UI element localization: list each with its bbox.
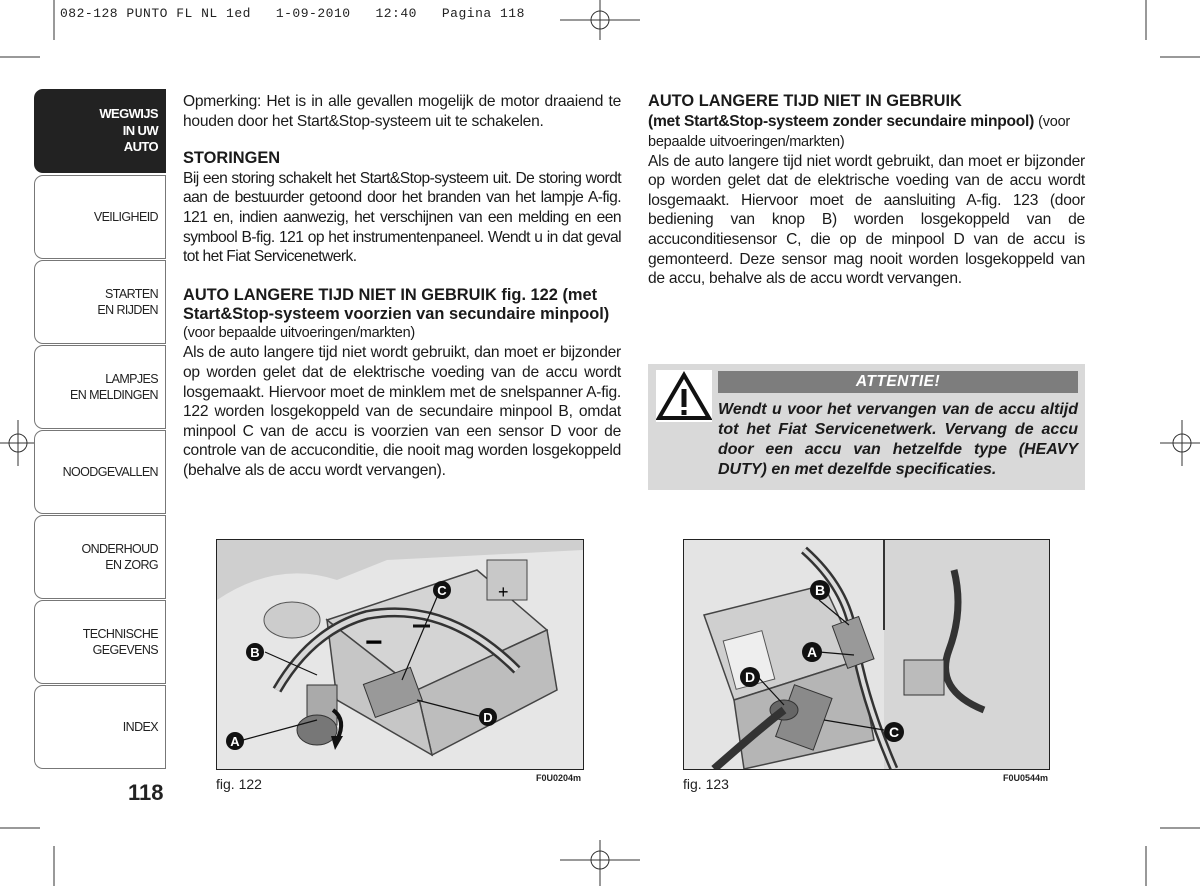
right-subheading-bold: (met Start&Stop-systeem zonder secundaire minpool) xyxy=(648,112,1035,130)
registration-mark-top xyxy=(560,0,640,40)
battery-sensor-illustration xyxy=(684,540,1049,769)
tab-noodgevallen[interactable] xyxy=(34,430,166,514)
label-b xyxy=(810,580,830,600)
tab-onderhoud[interactable] xyxy=(34,515,166,599)
tab-label: LAMPJES EN MELDINGEN xyxy=(70,371,158,402)
label-d xyxy=(479,708,497,726)
svg-text:B: B xyxy=(250,645,260,660)
svg-text:D: D xyxy=(744,669,756,685)
storingen-paragraph: Bij een storing schakelt het Start&Stop-systeem uit. De storing wordt aan de bestuurder getoond door het branden van het lampje A-fig. 121 en, indien aanwezig, het verschijnen van een melding en een symbool B-fig. 121 op het instrumentenpaneel. Wendt u in dat geval tot het Fiat Servicenetwerk. xyxy=(183,169,621,266)
right-subheading xyxy=(648,112,1085,152)
battery-terminal-illustration xyxy=(217,540,583,769)
figure-123-code: F0U0544m xyxy=(1003,773,1049,783)
tab-label: WEGWIJS IN UW AUTO xyxy=(99,105,158,155)
svg-text:A: A xyxy=(806,644,818,660)
section-subheading: (voor bepaalde uitvoeringen/markten) xyxy=(183,324,415,341)
minus-sign: − xyxy=(365,626,383,659)
tab-veiligheid[interactable] xyxy=(34,175,166,259)
tab-label: ONDERHOUD EN ZORG xyxy=(81,541,158,572)
tab-technische[interactable] xyxy=(34,600,166,684)
section-heading: AUTO LANGERE TIJD NIET IN GEBRUIK fig. 122 (met Start&Stop-systeem voorzien van secundaire minpool) xyxy=(183,285,610,323)
figure-122 xyxy=(216,539,584,770)
page-number: 118 xyxy=(128,780,164,805)
svg-text:C: C xyxy=(888,724,900,740)
tab-label: TECHNISCHE GEGEVENS xyxy=(82,626,158,657)
label-a xyxy=(226,732,244,750)
svg-text:D: D xyxy=(483,710,493,725)
figure-122-code: F0U0204m xyxy=(536,773,582,783)
label-c xyxy=(884,722,904,742)
label-c xyxy=(433,581,451,599)
svg-text:A: A xyxy=(230,734,240,749)
attention-label: ATTENTIE! xyxy=(718,371,1078,393)
label-a xyxy=(802,642,822,662)
svg-text:C: C xyxy=(437,583,447,598)
figure-122-caption: fig. 122 xyxy=(216,776,262,792)
tab-starten[interactable] xyxy=(34,260,166,344)
label-b xyxy=(246,643,264,661)
right-paragraph: Als de auto langere tijd niet wordt gebruikt, dan moet er bijzonder op worden gelet dat de elektrische voeding van de accu wordt losgemaakt. Hiervoor moet de aansluiting A-fig. 123 (door bediening van knop B) worden losgekoppeld van de accuconditiesensor C, die op de minpool D van de accu is gemonteerd. Deze sensor mag nooit worden losgekoppeld van de accu, behalve als de accu wordt vervangen. xyxy=(648,152,1085,288)
tab-label: INDEX xyxy=(122,719,158,734)
tab-lampjes[interactable] xyxy=(34,345,166,429)
note-paragraph: Opmerking: Het is in alle gevallen mogelijk de motor draaiend te houden door het Start&Stop-systeem uit te schakelen. xyxy=(183,93,621,130)
tab-wegwijs[interactable] xyxy=(34,89,166,173)
registration-mark-right xyxy=(1160,420,1200,466)
figure-123-caption: fig. 123 xyxy=(683,776,729,792)
registration-mark-bottom xyxy=(560,840,640,886)
storingen-heading: STORINGEN xyxy=(183,149,281,168)
svg-text:B: B xyxy=(814,582,826,598)
tab-label: VEILIGHEID xyxy=(93,209,158,224)
right-subheading-normal: (voor bepaalde uitvoeringen/markten) xyxy=(648,113,1070,150)
plus-sign: + xyxy=(498,582,509,602)
right-column xyxy=(648,92,1085,289)
figure-123 xyxy=(683,539,1050,770)
label-d xyxy=(740,667,760,687)
tab-label: STARTEN EN RIJDEN xyxy=(97,286,158,317)
section-paragraph: Als de auto langere tijd niet wordt gebruikt, dan moet er bijzonder op worden gelet dat de elektrische voeding van de accu wordt losgemaakt. Hiervoor moet de minklem met de snelspanner A-fig. 122 worden losgekoppeld van de secundaire minpool B, omdat minpool C van de accu is voorzien van een sensor D voor de controle van de accuconditie, die nooit mag worden losgekoppeld (behalve als de accu wordt vervangen). xyxy=(183,344,621,479)
right-heading: AUTO LANGERE TIJD NIET IN GEBRUIK xyxy=(648,92,962,110)
tab-index[interactable] xyxy=(34,685,166,769)
attention-text-content: Wendt u voor het vervangen van de accu altijd tot het Fiat Servicenetwerk. Vervang de accu door een accu van hetzelfde type (HEAVY DUTY) en met dezelfde specificaties. xyxy=(718,401,1078,478)
print-header: 082-128 PUNTO FL NL 1ed 1-09-2010 12:40 Pagina 118 xyxy=(60,6,525,21)
tab-label: NOODGEVALLEN xyxy=(62,464,158,479)
attention-text xyxy=(652,400,1078,480)
left-column xyxy=(183,92,621,481)
